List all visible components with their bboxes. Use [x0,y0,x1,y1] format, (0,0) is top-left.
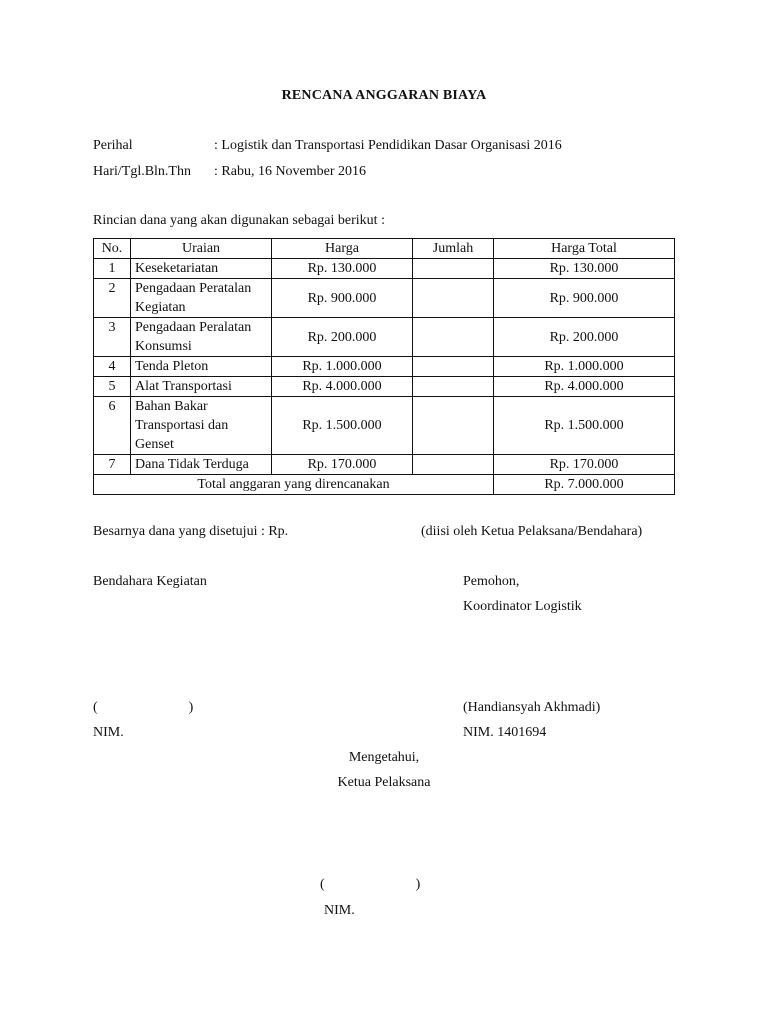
row-harga-total: Rp. 1.000.000 [494,357,675,377]
left-signer-title: Bendahara Kegiatan [93,574,207,589]
row-uraian: Dana Tidak Terduga [131,455,272,475]
table-row [94,357,675,377]
row-no: 3 [94,318,131,357]
bottom-signer-nim: NIM. [324,903,355,918]
right-signer-name: (Handiansyah Akhmadi) [463,700,601,715]
row-harga: Rp. 200.000 [272,318,413,357]
document-title: RENCANA ANGGARAN BIAYA [281,88,487,103]
row-uraian: Pengadaan Peratalan Kegiatan [131,279,272,318]
table-row [94,377,675,397]
row-no: 4 [94,357,131,377]
row-no: 1 [94,259,131,279]
row-harga: Rp. 4.000.000 [272,377,413,397]
total-label: Total anggaran yang direncanakan [94,475,494,495]
header-no: No. [94,239,131,259]
row-no: 5 [94,377,131,397]
row-jumlah [413,455,494,475]
row-harga: Rp. 130.000 [272,259,413,279]
bottom-signer-title: Mengetahui, [348,750,420,765]
approved-amount-label: Besarnya dana yang disetujui : Rp. [93,524,289,539]
row-jumlah [413,377,494,397]
row-harga: Rp. 900.000 [272,279,413,318]
approved-amount-note: (diisi oleh Ketua Pelaksana/Bendahara) [421,524,643,539]
intro-text: Rincian dana yang akan digunakan sebagai berikut : [93,213,385,228]
perihal-label: Perihal [93,138,133,153]
header-harga: Harga [272,239,413,259]
left-signer-nim: NIM. [93,725,124,740]
row-uraian: Tenda Pleton [131,357,272,377]
header-uraian: Uraian [131,239,272,259]
row-no: 6 [94,397,131,455]
row-jumlah [413,259,494,279]
row-jumlah [413,357,494,377]
budget-table [93,238,675,495]
row-harga-total: Rp. 1.500.000 [494,397,675,455]
row-harga-total: Rp. 200.000 [494,318,675,357]
row-uraian: Pengadaan Peralatan Konsumsi [131,318,272,357]
table-total-row [94,475,675,495]
row-uraian: Keseketariatan [131,259,272,279]
right-signer-nim: NIM. 1401694 [463,725,547,740]
perihal-value: : Logistik dan Transportasi Pendidikan Dasar Organisasi 2016 [214,138,562,153]
row-jumlah [413,397,494,455]
left-signer-name: ( ) [93,700,194,715]
row-uraian: Bahan Bakar Transportasi dan Genset [131,397,272,455]
table-row [94,455,675,475]
date-value: : Rabu, 16 November 2016 [214,164,367,179]
right-signer-role: Koordinator Logistik [463,599,582,614]
table-row [94,318,675,357]
table-row [94,279,675,318]
row-jumlah [413,279,494,318]
row-harga: Rp. 170.000 [272,455,413,475]
row-uraian: Alat Transportasi [131,377,272,397]
row-no: 7 [94,455,131,475]
row-jumlah [413,318,494,357]
row-harga-total: Rp. 900.000 [494,279,675,318]
table-row [94,397,675,455]
table-row [94,259,675,279]
total-value: Rp. 7.000.000 [494,475,675,495]
right-signer-title: Pemohon, [463,574,520,589]
bottom-signer-role: Ketua Pelaksana [337,775,431,790]
row-harga: Rp. 1.500.000 [272,397,413,455]
bottom-signer-name: ( ) [320,877,421,892]
header-harga-total: Harga Total [494,239,675,259]
date-label: Hari/Tgl.Bln.Thn [93,164,191,179]
row-no: 2 [94,279,131,318]
row-harga: Rp. 1.000.000 [272,357,413,377]
table-header-row [94,239,675,259]
row-harga-total: Rp. 4.000.000 [494,377,675,397]
row-harga-total: Rp. 130.000 [494,259,675,279]
header-jumlah: Jumlah [413,239,494,259]
row-harga-total: Rp. 170.000 [494,455,675,475]
